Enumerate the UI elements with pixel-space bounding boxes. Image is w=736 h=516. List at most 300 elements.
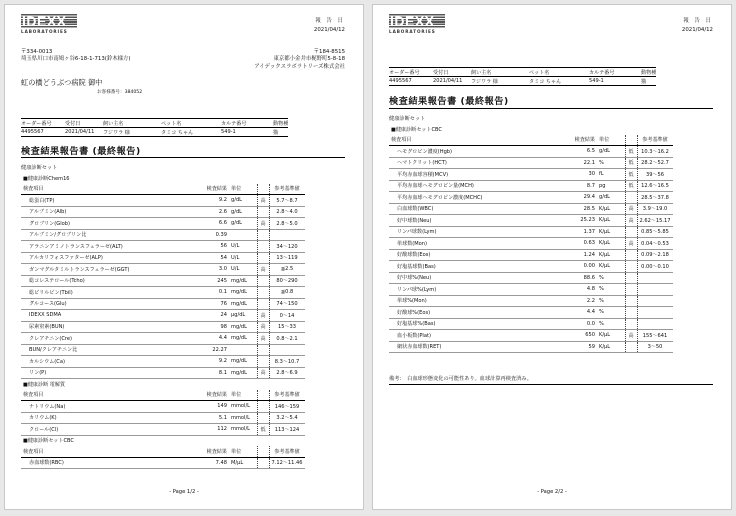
test-unit: U/L xyxy=(229,241,257,253)
test-name: 総コレステロール(Tcho) xyxy=(21,275,199,287)
result-row xyxy=(389,169,673,181)
test-flag: 高 xyxy=(257,367,269,379)
order-value-cell: 2021/04/11 xyxy=(433,77,471,86)
test-flag: 低 xyxy=(625,146,637,158)
test-flag xyxy=(257,401,269,413)
result-row xyxy=(389,284,673,296)
result-row xyxy=(389,330,673,342)
test-name: 白血球数(WBC) xyxy=(389,203,567,215)
test-result: 4.8 xyxy=(567,284,597,296)
order-header-cell: 動物種 xyxy=(273,120,289,127)
group-title-row xyxy=(21,379,305,390)
clinic-postal-code: 〒334-0013 xyxy=(21,49,53,55)
result-row xyxy=(21,218,305,230)
col-header-result: 検査結果 xyxy=(567,135,597,146)
group-title-row xyxy=(389,124,673,135)
test-name: 平均赤血球容積(MCV) xyxy=(389,169,567,181)
test-flag xyxy=(625,261,637,273)
result-row xyxy=(389,238,673,250)
test-unit: g/dL xyxy=(229,206,257,218)
result-row xyxy=(389,318,673,330)
test-name: クロール(Cl) xyxy=(21,424,199,436)
result-row xyxy=(389,307,673,319)
test-name: カリウム(K) xyxy=(21,412,199,424)
test-name: 好中球数(Neu) xyxy=(389,215,567,227)
group-title: ■健康診断 電解質 xyxy=(23,381,66,388)
test-flag xyxy=(257,457,269,469)
test-flag xyxy=(625,341,637,353)
test-reference-range: 0.04～0.53 xyxy=(637,238,673,250)
test-reference-range xyxy=(269,229,305,241)
test-result: 88.6 xyxy=(567,272,597,284)
test-name: 好酸球数(Eos) xyxy=(389,249,567,261)
test-result: 22.27 xyxy=(199,344,229,356)
page-number: - Page 1/2 - xyxy=(169,489,199,495)
test-result: 30 xyxy=(567,169,597,181)
test-flag xyxy=(625,318,637,330)
test-name: アルブミン(Alb) xyxy=(21,206,199,218)
test-unit: g/dL xyxy=(597,192,625,204)
test-unit: μg/dL xyxy=(229,310,257,322)
customer-number-value: 384052 xyxy=(124,90,143,95)
test-name: 好中球%(Neu) xyxy=(389,272,567,284)
test-reference-range: 113～124 xyxy=(269,424,305,436)
test-reference-range: 0～14 xyxy=(269,310,305,322)
test-result: 9.2 xyxy=(199,195,229,207)
title-rule xyxy=(21,157,345,158)
test-name: リン(P) xyxy=(21,367,199,379)
test-reference-range xyxy=(637,318,673,330)
report-date-block xyxy=(682,17,713,35)
test-name: 総蛋白(TP) xyxy=(21,195,199,207)
result-row xyxy=(21,264,305,276)
test-reference-range: 39～56 xyxy=(637,169,673,181)
test-name: ヘマトクリット(HCT) xyxy=(389,157,567,169)
test-unit: U/L xyxy=(229,252,257,264)
test-result: 4.4 xyxy=(199,333,229,345)
order-value-cell: 2021/04/11 xyxy=(65,128,103,137)
test-result: 112 xyxy=(199,424,229,436)
test-unit: g/dL xyxy=(229,218,257,230)
results-body xyxy=(389,124,673,353)
test-reference-range: 74～150 xyxy=(269,298,305,310)
result-row xyxy=(21,424,305,436)
test-result: 245 xyxy=(199,275,229,287)
test-unit xyxy=(229,229,257,241)
result-row xyxy=(389,146,673,158)
result-row xyxy=(389,192,673,204)
test-result: 5.1 xyxy=(199,412,229,424)
clinic-address-line: 埼玉県川口市南鳩ヶ谷6-18-1-713(鈴木様方) xyxy=(21,56,131,63)
test-reference-range: 146～159 xyxy=(269,401,305,413)
test-flag xyxy=(257,344,269,356)
result-row xyxy=(389,295,673,307)
order-value-cell: 549-1 xyxy=(221,128,273,137)
test-reference-range: 7.12～11.46 xyxy=(269,457,305,469)
test-unit: % xyxy=(597,295,625,307)
test-result: 0.1 xyxy=(199,287,229,299)
order-header-cell: 飼い主名 xyxy=(471,68,529,77)
test-name: 網状赤血球数(RET) xyxy=(389,341,567,353)
clinic-name: 虹の橋どうぶつ病院 御中 xyxy=(21,78,103,87)
result-row xyxy=(389,203,673,215)
result-row xyxy=(21,241,305,253)
set-title: 健康診断セット xyxy=(389,116,426,122)
test-result: 1.24 xyxy=(567,249,597,261)
test-flag xyxy=(257,298,269,310)
test-name: 血小板数(Plat) xyxy=(389,330,567,342)
test-result: 1.37 xyxy=(567,226,597,238)
test-name: アルカリフォスファターゼ(ALP) xyxy=(21,252,199,264)
test-name: BUN/クレアチニン比 xyxy=(21,344,199,356)
test-flag xyxy=(625,226,637,238)
test-result: 6.5 xyxy=(567,146,597,158)
test-reference-range: 12.6～16.5 xyxy=(637,180,673,192)
logo-wordmark: IDEXX xyxy=(389,14,445,28)
order-info-table xyxy=(389,67,656,86)
test-flag xyxy=(625,272,637,284)
remarks-text: ： 白血球形態変化の可能性あり。血球計算再検査済み。 xyxy=(399,376,532,382)
result-row xyxy=(389,226,673,238)
test-flag: 低 xyxy=(257,424,269,436)
col-header-result: 検査結果 xyxy=(199,390,229,401)
col-header-item: 検査項目 xyxy=(389,135,567,146)
test-name: 好塩基球数(Bas) xyxy=(389,261,567,273)
test-unit: g/dL xyxy=(229,195,257,207)
test-flag xyxy=(257,252,269,264)
order-value-cell: タミコ ちゃん xyxy=(161,128,221,137)
test-result: 650 xyxy=(567,330,597,342)
result-row xyxy=(21,229,305,241)
test-name: カルシウム(Ca) xyxy=(21,356,199,368)
test-unit: mg/dL xyxy=(229,333,257,345)
test-reference-range xyxy=(637,307,673,319)
order-header-cell: 飼い主名 xyxy=(103,119,161,128)
test-reference-range: 0.09～2.18 xyxy=(637,249,673,261)
test-flag: 高 xyxy=(257,310,269,322)
test-result: 2.6 xyxy=(199,206,229,218)
test-reference-range: 3.2～5.4 xyxy=(269,412,305,424)
test-result: 56 xyxy=(199,241,229,253)
col-header-ref: 参考基準値 xyxy=(269,446,305,457)
test-reference-range: 2.62～15.17 xyxy=(637,215,673,227)
test-flag: 高 xyxy=(625,215,637,227)
test-reference-range: 8.3～10.7 xyxy=(269,356,305,368)
result-row xyxy=(21,287,305,299)
test-unit: mg/dL xyxy=(229,298,257,310)
test-result: 8.7 xyxy=(567,180,597,192)
test-flag xyxy=(625,284,637,296)
result-row xyxy=(389,272,673,284)
col-header-ref: 参考基準値 xyxy=(269,390,305,401)
test-name: 平均赤血球ヘモグロビン濃度(MCHC) xyxy=(389,192,567,204)
test-unit: K/μL xyxy=(597,341,625,353)
order-value-cell: 549-1 xyxy=(589,77,641,86)
test-flag: 低 xyxy=(625,157,637,169)
test-unit: mg/dL xyxy=(229,287,257,299)
result-row xyxy=(389,341,673,353)
test-unit: K/μL xyxy=(597,249,625,261)
remarks xyxy=(389,375,713,385)
order-info-header xyxy=(389,68,656,77)
order-value-cell: 猫 xyxy=(273,128,288,137)
test-unit: mg/dL xyxy=(229,321,257,333)
col-header-result: 検査結果 xyxy=(199,446,229,457)
test-reference-range: 10.3～16.2 xyxy=(637,146,673,158)
test-unit: % xyxy=(597,284,625,296)
result-row xyxy=(21,344,305,356)
lab-address xyxy=(254,49,345,71)
column-header-row xyxy=(389,135,673,146)
result-row xyxy=(21,356,305,368)
test-result: 28.5 xyxy=(567,203,597,215)
results-table xyxy=(21,173,305,469)
test-flag xyxy=(625,249,637,261)
order-header-cell: ペット名 xyxy=(161,119,221,128)
order-info-values xyxy=(389,77,656,86)
test-flag: 高 xyxy=(257,195,269,207)
clinic-address xyxy=(21,49,173,64)
result-row xyxy=(21,195,305,207)
test-result: 54 xyxy=(199,252,229,264)
order-header-cell: オーダー番号 xyxy=(389,68,433,77)
test-result: 22.1 xyxy=(567,157,597,169)
test-result: 76 xyxy=(199,298,229,310)
idexx-logo xyxy=(389,14,445,34)
test-unit: K/μL xyxy=(597,203,625,215)
customer-number-label: お客様番号： xyxy=(97,90,125,95)
group-title: ■健康診断Chem16 xyxy=(23,175,70,182)
test-name: IDEXX SDMA xyxy=(21,310,199,322)
test-unit: M/μL xyxy=(229,457,257,469)
col-header-ref: 参考基準値 xyxy=(637,135,673,146)
order-value-cell: タミコ ちゃん xyxy=(529,77,589,86)
order-value-cell: フジワラ 様 xyxy=(471,77,529,86)
test-flag xyxy=(257,412,269,424)
test-unit: % xyxy=(597,272,625,284)
logo-subtitle: LABORATORIES xyxy=(389,29,436,34)
test-name: グロブリン(Glob) xyxy=(21,218,199,230)
test-unit: K/μL xyxy=(597,215,625,227)
order-value-cell: 4495567 xyxy=(21,128,65,137)
order-value-cell: フジワラ 様 xyxy=(103,128,161,137)
col-header-result: 検査結果 xyxy=(199,184,229,195)
remarks-label: 備考 xyxy=(389,376,400,382)
logo-wordmark: IDEXX xyxy=(21,14,77,28)
test-unit: % xyxy=(597,307,625,319)
result-row xyxy=(389,249,673,261)
test-reference-range: 0.00～0.10 xyxy=(637,261,673,273)
test-flag xyxy=(257,356,269,368)
result-row xyxy=(21,457,305,469)
test-unit: K/μL xyxy=(597,226,625,238)
test-reference-range: 28.2～52.7 xyxy=(637,157,673,169)
test-result: 149 xyxy=(199,401,229,413)
customer-number xyxy=(97,89,142,95)
report-page-2 xyxy=(372,4,732,510)
test-name: クレアチニン(Cre) xyxy=(21,333,199,345)
title-rule xyxy=(389,108,713,109)
group-title: ■健康診断セットCBC xyxy=(391,126,442,133)
col-header-unit: 単位 xyxy=(229,446,257,457)
test-result: 0.00 xyxy=(567,261,597,273)
test-name: 好酸球%(Eos) xyxy=(389,307,567,319)
test-unit xyxy=(229,344,257,356)
test-flag: 高 xyxy=(257,333,269,345)
test-unit: pg xyxy=(597,180,625,192)
test-reference-range xyxy=(637,284,673,296)
test-flag: 高 xyxy=(625,330,637,342)
test-result: 9.2 xyxy=(199,356,229,368)
lab-address-line: 東京都小金井市梶野町5-8-18 xyxy=(273,56,345,63)
test-reference-range: 3.9～19.0 xyxy=(637,203,673,215)
report-page-1 xyxy=(4,4,364,510)
report-date-value: 2021/04/12 xyxy=(681,27,713,33)
order-value-cell: 4495567 xyxy=(389,77,433,86)
test-reference-range xyxy=(637,295,673,307)
test-result: 24 xyxy=(199,310,229,322)
result-row xyxy=(389,180,673,192)
test-result: 4.4 xyxy=(567,307,597,319)
report-title: 検査結果報告書 (最終報告) xyxy=(21,146,141,157)
test-flag: 高 xyxy=(625,203,637,215)
test-result: 25.23 xyxy=(567,215,597,227)
order-info-values xyxy=(21,128,288,137)
test-flag: 高 xyxy=(257,321,269,333)
test-name: グルコース(Glu) xyxy=(21,298,199,310)
test-flag: 低 xyxy=(625,169,637,181)
test-flag: 高 xyxy=(625,238,637,250)
test-unit: g/dL xyxy=(597,146,625,158)
group-title-row xyxy=(21,435,305,446)
test-unit: K/μL xyxy=(597,261,625,273)
idexx-logo xyxy=(21,14,77,34)
result-row xyxy=(21,252,305,264)
test-flag xyxy=(625,192,637,204)
test-result: 7.48 xyxy=(199,457,229,469)
test-flag xyxy=(257,206,269,218)
test-reference-range xyxy=(269,344,305,356)
result-row xyxy=(21,401,305,413)
order-header-cell: 動物種 xyxy=(641,69,657,76)
test-result: 8.1 xyxy=(199,367,229,379)
col-header-unit: 単位 xyxy=(597,135,625,146)
order-value-cell: 猫 xyxy=(641,77,656,86)
test-name: ガンマグルタミルトランスフェラーゼ(GGT) xyxy=(21,264,199,276)
test-reference-range: ≦2.5 xyxy=(269,264,305,276)
test-flag: 高 xyxy=(257,218,269,230)
logo-subtitle: LABORATORIES xyxy=(21,29,68,34)
set-title: 健康診断セット xyxy=(21,165,58,171)
page-number: - Page 2/2 - xyxy=(537,489,567,495)
test-flag xyxy=(257,241,269,253)
test-reference-range: 28.5～37.8 xyxy=(637,192,673,204)
test-flag xyxy=(625,295,637,307)
test-flag xyxy=(257,229,269,241)
test-result: 29.4 xyxy=(567,192,597,204)
result-row xyxy=(21,275,305,287)
test-name: ナトリウム(Na) xyxy=(21,401,199,413)
result-row xyxy=(389,261,673,273)
test-result: 59 xyxy=(567,341,597,353)
col-header-unit: 単位 xyxy=(229,184,257,195)
report-date-value: 2021/04/12 xyxy=(313,27,345,33)
test-reference-range: 0.8～2.1 xyxy=(269,333,305,345)
order-header-cell: オーダー番号 xyxy=(21,119,65,128)
order-header-cell: ペット名 xyxy=(529,68,589,77)
result-row xyxy=(389,215,673,227)
test-unit: K/μL xyxy=(597,330,625,342)
order-info-table xyxy=(21,118,288,137)
test-flag: 低 xyxy=(625,180,637,192)
column-header-row xyxy=(21,390,305,401)
test-name: 赤血球数(RBC) xyxy=(21,457,199,469)
test-reference-range xyxy=(637,272,673,284)
test-unit: mg/dL xyxy=(229,367,257,379)
test-reference-range: 13～119 xyxy=(269,252,305,264)
test-result: 3.0 xyxy=(199,264,229,276)
test-reference-range: ≦0.8 xyxy=(269,287,305,299)
order-header-cell: 受付日 xyxy=(433,68,471,77)
test-reference-range: 2.8～6.9 xyxy=(269,367,305,379)
report-title: 検査結果報告書 (最終報告) xyxy=(389,96,509,107)
test-unit: U/L xyxy=(229,264,257,276)
report-date-label: 報 告 日 xyxy=(683,18,713,24)
result-row xyxy=(21,367,305,379)
test-name: 好塩基球%(Bas) xyxy=(389,318,567,330)
results-body xyxy=(21,173,305,469)
lab-company-name: アイデックスラボラトリーズ株式会社 xyxy=(254,63,345,70)
lab-postal-code: 〒184-8515 xyxy=(313,49,345,55)
group-title-row xyxy=(21,173,305,184)
col-header-item: 検査項目 xyxy=(21,390,199,401)
result-row xyxy=(21,298,305,310)
order-info-header xyxy=(21,119,288,128)
test-reference-range: 0.85～5.85 xyxy=(637,226,673,238)
test-reference-range: 2.8～4.0 xyxy=(269,206,305,218)
col-header-item: 検査項目 xyxy=(21,446,199,457)
report-date-label: 報 告 日 xyxy=(315,18,345,24)
test-name: 尿素窒素(BUN) xyxy=(21,321,199,333)
test-reference-range: 3～50 xyxy=(637,341,673,353)
test-reference-range: 15～33 xyxy=(269,321,305,333)
order-header-cell: 受付日 xyxy=(65,119,103,128)
col-header-ref: 参考基準値 xyxy=(269,184,305,195)
test-reference-range: 155～641 xyxy=(637,330,673,342)
test-unit: mmol/L xyxy=(229,412,257,424)
test-name: 単球%(Mon) xyxy=(389,295,567,307)
test-name: リンパ球数(Lym) xyxy=(389,226,567,238)
test-flag xyxy=(257,287,269,299)
report-date-block xyxy=(314,17,345,35)
result-row xyxy=(21,412,305,424)
test-reference-range: 34～120 xyxy=(269,241,305,253)
test-result: 0.0 xyxy=(567,318,597,330)
col-header-item: 検査項目 xyxy=(21,184,199,195)
test-flag xyxy=(257,275,269,287)
order-header-cell: カルテ番号 xyxy=(221,119,273,128)
test-name: 総ビリルビン(Tbil) xyxy=(21,287,199,299)
results-table xyxy=(389,124,673,353)
test-name: ヘモグロビン濃度(Hgb) xyxy=(389,146,567,158)
result-row xyxy=(21,206,305,218)
test-flag: 高 xyxy=(257,264,269,276)
test-unit: % xyxy=(597,157,625,169)
test-result: 0.39 xyxy=(199,229,229,241)
test-unit: mmol/L xyxy=(229,401,257,413)
result-row xyxy=(21,321,305,333)
result-row xyxy=(21,333,305,345)
